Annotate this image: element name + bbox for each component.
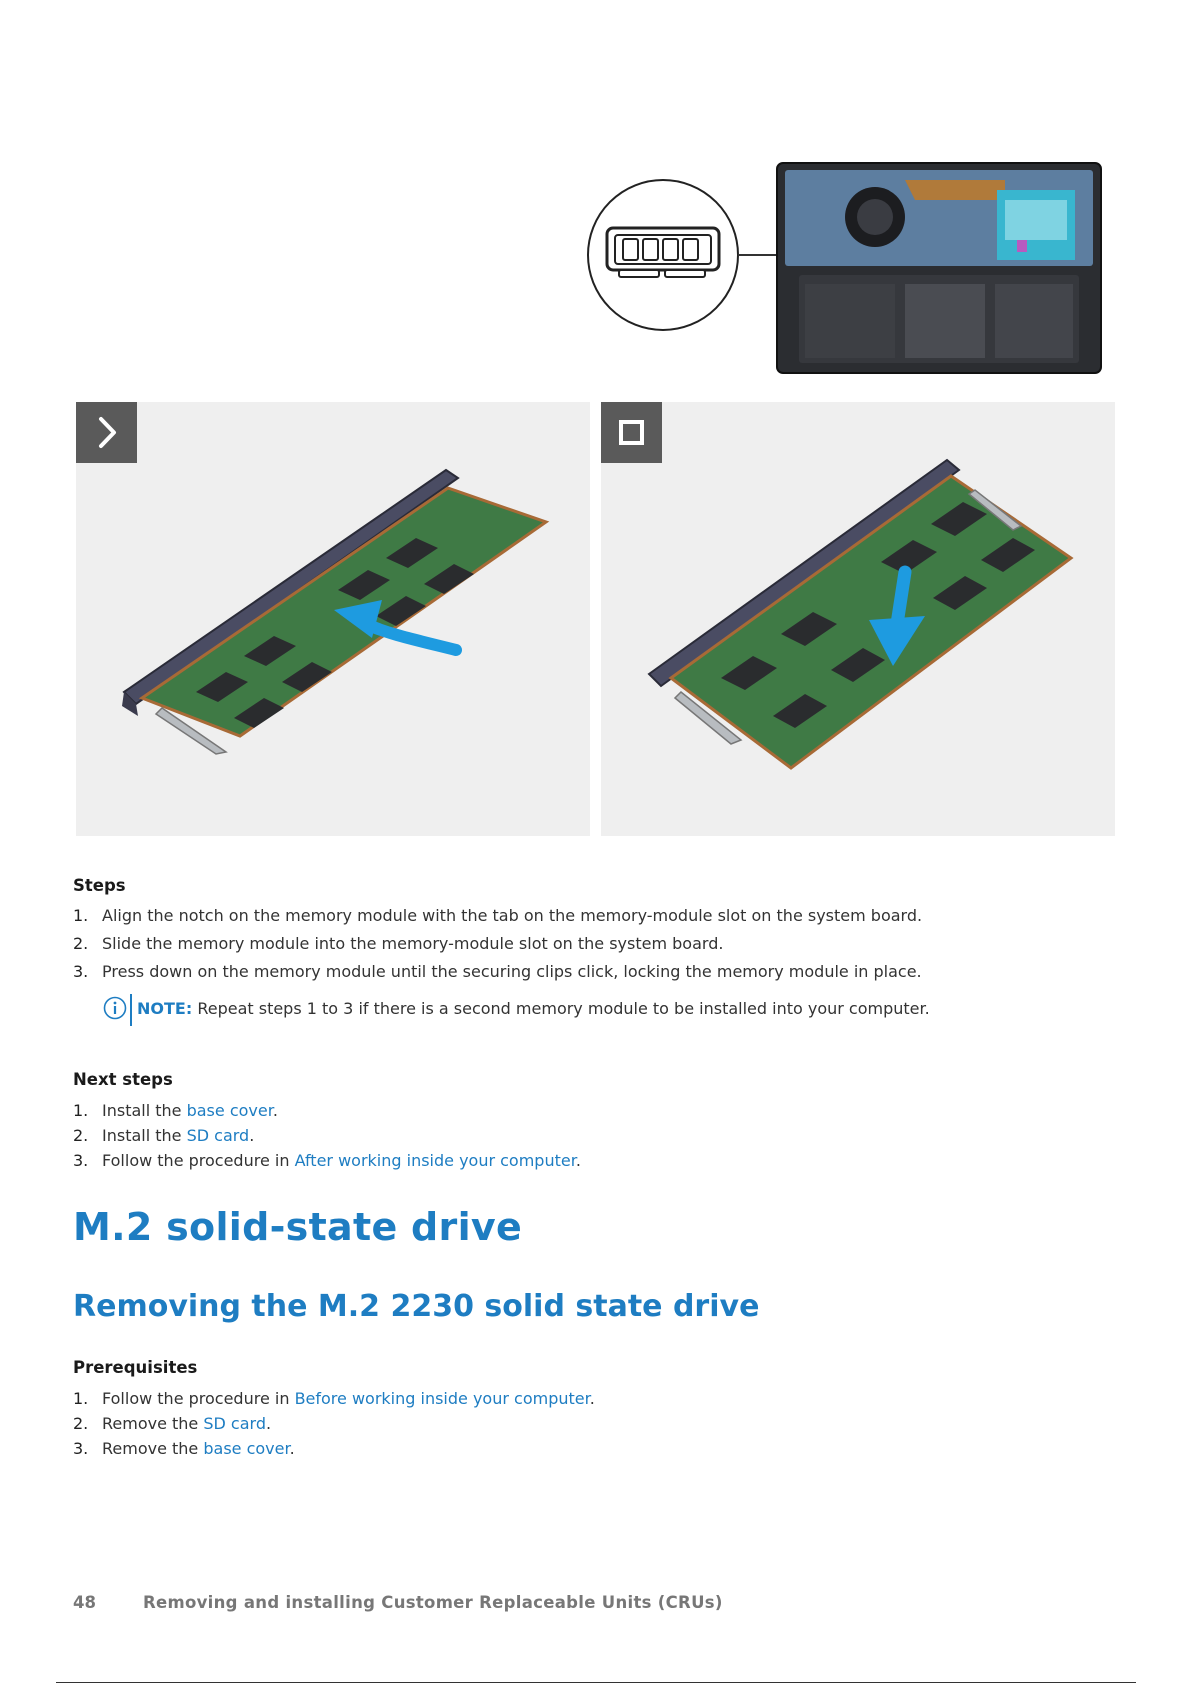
next-step-badge [76, 402, 137, 463]
before-working-inside-link[interactable]: Before working inside your computer [294, 1389, 590, 1408]
next-steps-heading: Next steps [73, 1070, 173, 1089]
memory-module-icon [607, 228, 719, 277]
info-icon [103, 996, 127, 1020]
subsection-title: Removing the M.2 2230 solid state drive [73, 1289, 760, 1324]
note-text: Repeat steps 1 to 3 if there is a second memory module to be installed into your computer. [192, 999, 930, 1018]
item-text-after: . [289, 1439, 295, 1458]
list-item [73, 1414, 595, 1439]
list-item [73, 1151, 581, 1176]
prerequisites-list [73, 1389, 595, 1464]
item-text-after: . [265, 1414, 272, 1433]
list-number: 3. [73, 1151, 89, 1170]
list-number: 2. [73, 1414, 89, 1433]
step-text: Slide the memory module into the memory-module slot on the system board. [102, 934, 724, 953]
list-number: 2. [73, 934, 89, 953]
item-text-after: . [575, 1151, 581, 1170]
step-text: Align the notch on the memory module with the tab on the memory-module slot on the system board. [102, 906, 923, 925]
list-item [73, 934, 922, 962]
section-title: M.2 solid-state drive [73, 1205, 523, 1249]
item-text-after: . [249, 1126, 255, 1145]
list-number: 1. [73, 1101, 89, 1120]
note-label: NOTE: [137, 999, 193, 1018]
install-step-slide-image [76, 402, 590, 836]
steps-heading: Steps [73, 876, 126, 895]
list-item [73, 962, 922, 990]
item-text-before: Install the [102, 1101, 187, 1120]
item-text-after: . [272, 1101, 278, 1120]
page-number: 48 [73, 1593, 96, 1612]
list-number: 1. [73, 906, 89, 925]
prerequisites-heading: Prerequisites [73, 1358, 198, 1377]
after-working-inside-link[interactable]: After working inside your computer [294, 1151, 576, 1170]
steps-list [73, 906, 922, 990]
memory-module-press-illustration [601, 402, 1115, 836]
next-steps-list [73, 1101, 581, 1176]
list-item [73, 1101, 581, 1126]
base-cover-link[interactable]: base cover [186, 1101, 273, 1120]
item-text-before: Install the [102, 1126, 187, 1145]
memory-module-slide-illustration [76, 402, 590, 836]
laptop-base [777, 163, 1101, 373]
item-text-before: Follow the procedure in [102, 1151, 295, 1170]
install-step-press-image [601, 402, 1115, 836]
step-text: Press down on the memory module until the securing clips click, locking the memory module in place. [102, 962, 922, 981]
list-item [73, 1439, 595, 1464]
stop-square-icon [601, 402, 662, 463]
list-number: 1. [73, 1389, 89, 1408]
item-text-before: Remove the [102, 1414, 204, 1433]
list-item [73, 1389, 595, 1414]
base-cover-link[interactable]: base cover [203, 1439, 290, 1458]
sd-card-link[interactable]: SD card [203, 1414, 266, 1433]
stop-step-badge [601, 402, 662, 463]
list-number: 3. [73, 1439, 89, 1458]
chevron-right-icon [76, 402, 137, 463]
list-number: 3. [73, 962, 89, 981]
item-text-after: . [589, 1389, 595, 1408]
sd-card-link[interactable]: SD card [186, 1126, 250, 1145]
item-text-before: Remove the [102, 1439, 204, 1458]
item-text-before: Follow the procedure in [102, 1389, 295, 1408]
list-item [73, 906, 922, 934]
list-number: 2. [73, 1126, 89, 1145]
laptop-base-illustration [585, 160, 1105, 380]
note-divider [130, 994, 132, 1026]
note-body [137, 999, 930, 1018]
footer-divider [56, 1682, 1136, 1683]
list-item [73, 1126, 581, 1151]
chapter-title: Removing and installing Customer Replaceable Units (CRUs) [143, 1593, 723, 1612]
